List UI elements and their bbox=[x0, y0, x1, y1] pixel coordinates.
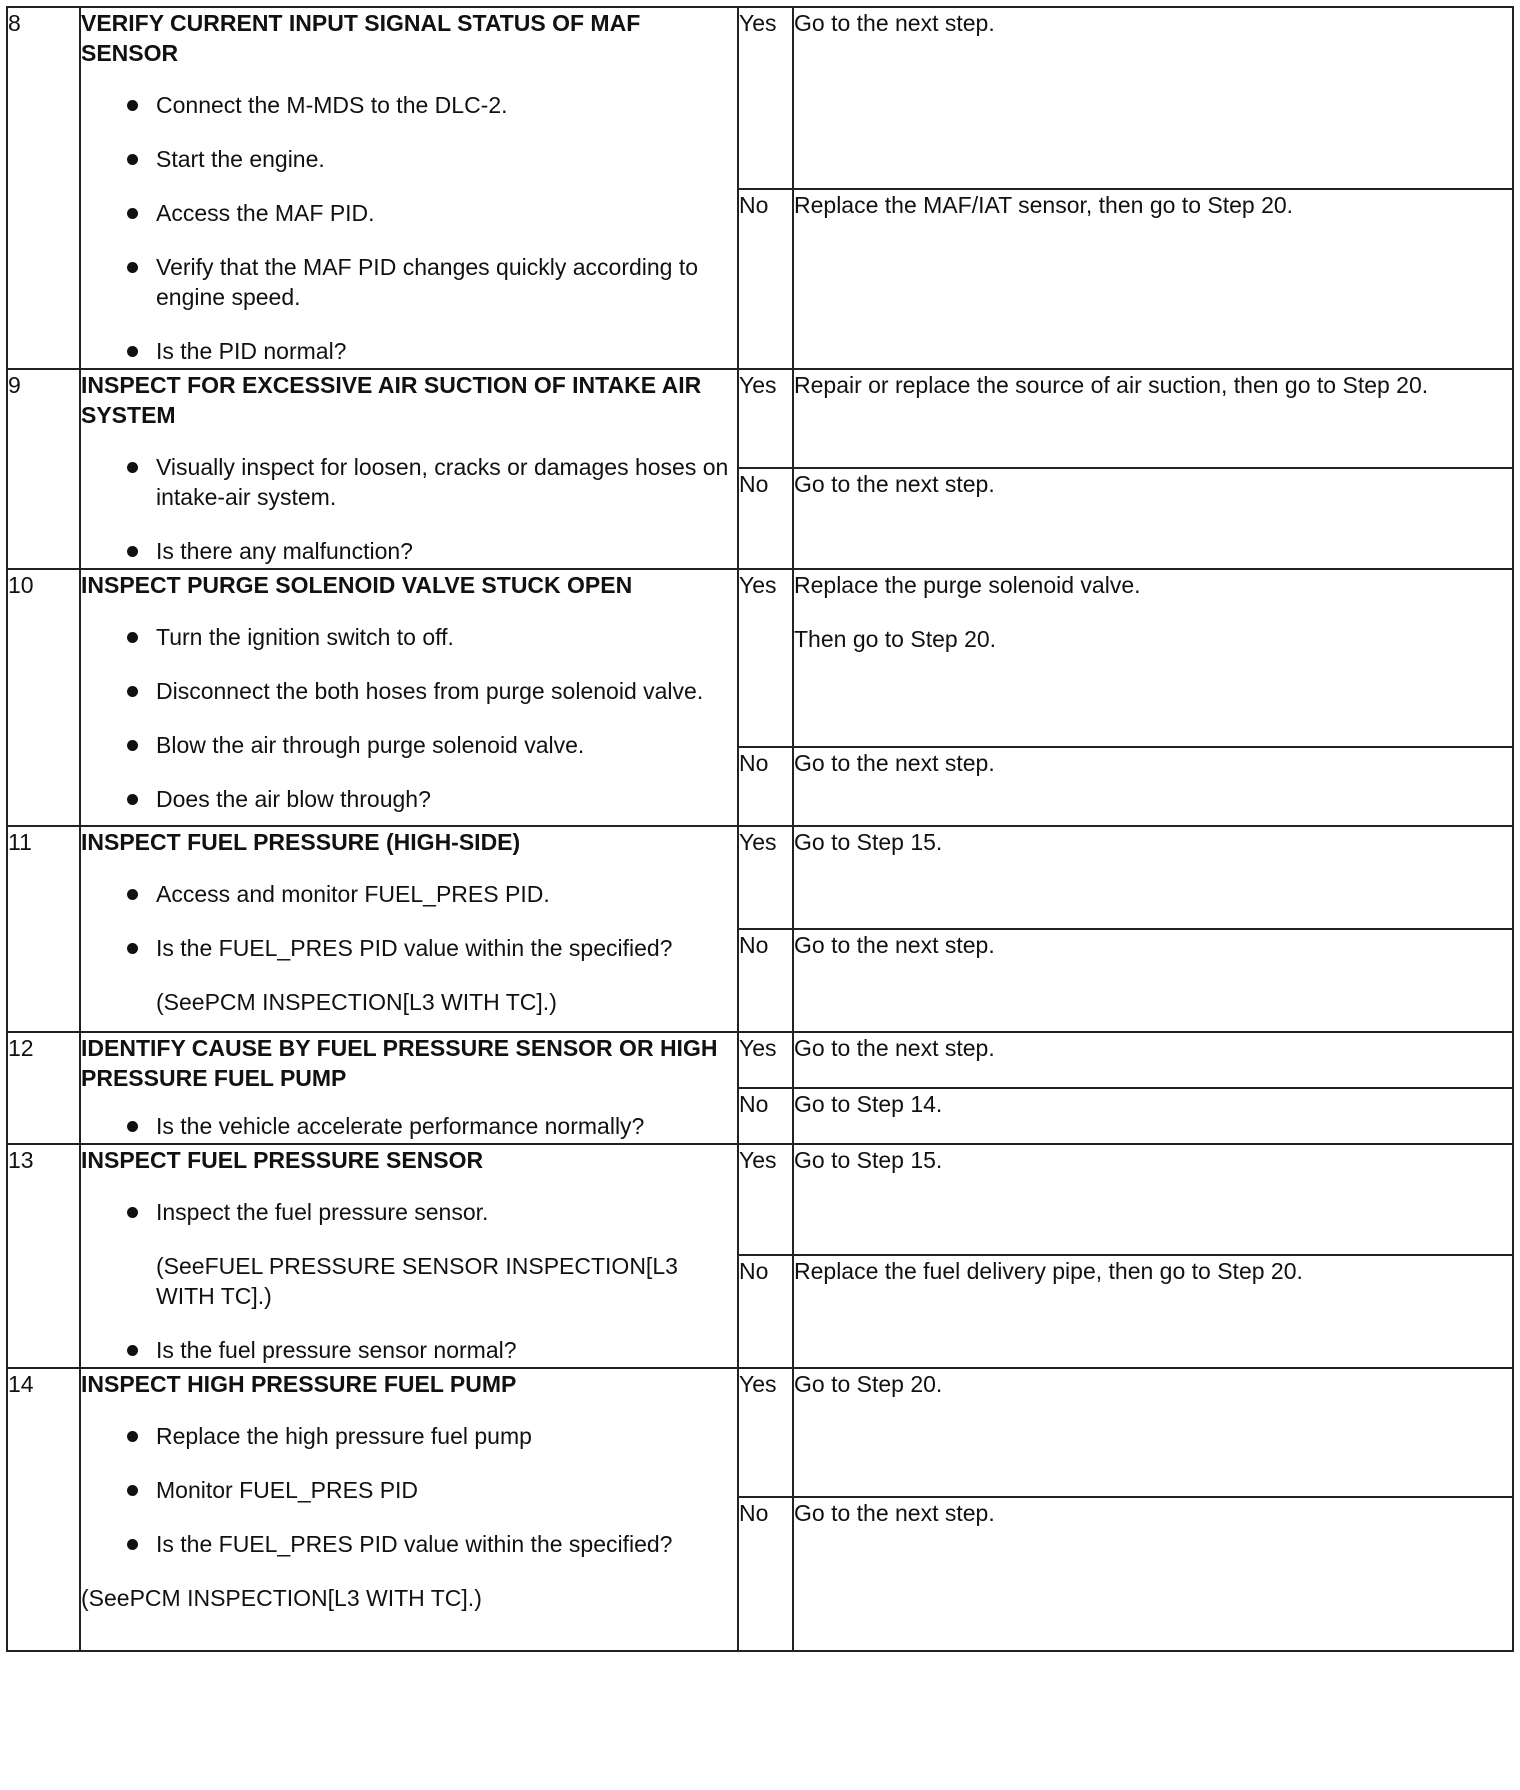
no-label: No bbox=[738, 1497, 793, 1651]
step-row-12 bbox=[7, 1032, 1513, 1088]
step-number: 11 bbox=[7, 826, 80, 1032]
step-title: IDENTIFY CAUSE BY FUEL PRESSURE SENSOR OR HIGH PRESSURE FUEL PUMP bbox=[81, 1035, 718, 1091]
step-action-cell bbox=[80, 826, 738, 1032]
step-title: VERIFY CURRENT INPUT SIGNAL STATUS OF MAF SENSOR bbox=[81, 10, 641, 66]
no-action bbox=[793, 468, 1513, 569]
step-number: 9 bbox=[7, 369, 80, 569]
step-bullet: Is the FUEL_PRES PID value within the specified? bbox=[81, 933, 737, 963]
yes-action bbox=[793, 369, 1513, 468]
step-title: INSPECT FOR EXCESSIVE AIR SUCTION OF INTAKE AIR SYSTEM bbox=[81, 372, 702, 428]
step-bullet: Access the MAF PID. bbox=[81, 198, 737, 228]
no-action-text: Go to the next step. bbox=[794, 750, 995, 776]
step-number: 12 bbox=[7, 1032, 80, 1144]
no-action-text: Replace the MAF/IAT sensor, then go to Step 20. bbox=[794, 192, 1294, 219]
yes-label: Yes bbox=[738, 1144, 793, 1255]
yes-action-text: Repair or replace the source of air suction, then go to Step 20. bbox=[794, 372, 1429, 398]
yes-action-text: Go to the next step. bbox=[794, 10, 995, 36]
step-bullet: Replace the high pressure fuel pump bbox=[81, 1421, 737, 1451]
step-title: INSPECT FUEL PRESSURE (HIGH-SIDE) bbox=[81, 829, 521, 855]
no-action bbox=[793, 1088, 1513, 1144]
step-row-14 bbox=[7, 1368, 1513, 1497]
step-note: (SeePCM INSPECTION[L3 WITH TC].) bbox=[81, 1585, 482, 1611]
no-action bbox=[793, 1497, 1513, 1651]
step-action-cell bbox=[80, 1368, 738, 1651]
step-number: 14 bbox=[7, 1368, 80, 1651]
yes-action bbox=[793, 569, 1513, 747]
step-action-cell bbox=[80, 369, 738, 569]
yes-action-text: Go to Step 15. bbox=[794, 1147, 943, 1173]
yes-label: Yes bbox=[738, 826, 793, 929]
step-bullet: Is there any malfunction? bbox=[81, 536, 737, 566]
step-row-9 bbox=[7, 369, 1513, 468]
no-action-text: Replace the fuel delivery pipe, then go to Step 20. bbox=[794, 1257, 1303, 1284]
step-row-11 bbox=[7, 826, 1513, 929]
yes-action-text-2: Then go to Step 20. bbox=[794, 626, 997, 652]
step-title: INSPECT PURGE SOLENOID VALVE STUCK OPEN bbox=[81, 572, 633, 598]
no-action-text: Go to the next step. bbox=[794, 932, 995, 958]
step-bullet: Is the PID normal? bbox=[81, 336, 737, 366]
yes-action-text: Replace the purge solenoid valve. bbox=[794, 572, 1141, 598]
no-action-text: Go to the next step. bbox=[794, 1500, 995, 1526]
no-label: No bbox=[738, 1255, 793, 1368]
no-action-text: Go to Step 14. bbox=[794, 1091, 943, 1117]
step-bullet: Is the vehicle accelerate performance normally? bbox=[81, 1111, 737, 1141]
yes-action-text: Go to Step 20. bbox=[794, 1371, 943, 1397]
step-bullet: Monitor FUEL_PRES PID bbox=[81, 1475, 737, 1505]
no-action bbox=[793, 929, 1513, 1032]
no-action bbox=[793, 189, 1513, 369]
step-bullet: Connect the M-MDS to the DLC-2. bbox=[81, 90, 737, 120]
step-action-cell bbox=[80, 7, 738, 369]
step-note: (SeePCM INSPECTION[L3 WITH TC].) bbox=[156, 989, 557, 1015]
step-number: 8 bbox=[7, 7, 80, 369]
yes-action bbox=[793, 1368, 1513, 1497]
no-label: No bbox=[738, 468, 793, 569]
step-bullet: Does the air blow through? bbox=[81, 784, 737, 814]
step-bullet: Verify that the MAF PID changes quickly according to engine speed. bbox=[81, 252, 737, 312]
step-bullet: Is the FUEL_PRES PID value within the specified? bbox=[81, 1529, 737, 1559]
no-label: No bbox=[738, 929, 793, 1032]
yes-action bbox=[793, 1144, 1513, 1255]
no-action bbox=[793, 1255, 1513, 1368]
diagnostic-procedure-table bbox=[6, 6, 1514, 1652]
step-bullet: Access and monitor FUEL_PRES PID. bbox=[81, 879, 737, 909]
yes-action-text: Go to the next step. bbox=[794, 1035, 995, 1061]
step-action-cell bbox=[80, 1032, 738, 1144]
step-note: (SeeFUEL PRESSURE SENSOR INSPECTION[L3 WITH TC].) bbox=[156, 1253, 678, 1309]
step-number: 13 bbox=[7, 1144, 80, 1368]
step-title: INSPECT HIGH PRESSURE FUEL PUMP bbox=[81, 1371, 517, 1397]
step-action-cell bbox=[80, 569, 738, 826]
no-label: No bbox=[738, 1088, 793, 1144]
no-label: No bbox=[738, 747, 793, 826]
step-bullet: Turn the ignition switch to off. bbox=[81, 622, 737, 652]
no-label: No bbox=[738, 189, 793, 369]
yes-label: Yes bbox=[738, 369, 793, 468]
step-number: 10 bbox=[7, 569, 80, 826]
yes-label: Yes bbox=[738, 7, 793, 189]
yes-action-text: Go to Step 15. bbox=[794, 829, 943, 855]
step-bullet: Inspect the fuel pressure sensor. bbox=[81, 1197, 737, 1227]
step-bullet: Blow the air through purge solenoid valve. bbox=[81, 730, 737, 760]
step-bullet: Start the engine. bbox=[81, 144, 737, 174]
yes-label: Yes bbox=[738, 1032, 793, 1088]
step-row-8 bbox=[7, 7, 1513, 189]
step-row-10 bbox=[7, 569, 1513, 747]
step-row-13 bbox=[7, 1144, 1513, 1255]
yes-label: Yes bbox=[738, 1368, 793, 1497]
yes-action bbox=[793, 826, 1513, 929]
yes-action bbox=[793, 7, 1513, 189]
no-action bbox=[793, 747, 1513, 826]
step-bullet: Disconnect the both hoses from purge solenoid valve. bbox=[81, 676, 737, 706]
step-title: INSPECT FUEL PRESSURE SENSOR bbox=[81, 1147, 484, 1173]
step-action-cell bbox=[80, 1144, 738, 1368]
step-bullet: Visually inspect for loosen, cracks or damages hoses on intake-air system. bbox=[81, 452, 737, 512]
step-bullet: Is the fuel pressure sensor normal? bbox=[81, 1335, 737, 1365]
yes-action bbox=[793, 1032, 1513, 1088]
yes-label: Yes bbox=[738, 569, 793, 747]
no-action-text: Go to the next step. bbox=[794, 471, 995, 498]
